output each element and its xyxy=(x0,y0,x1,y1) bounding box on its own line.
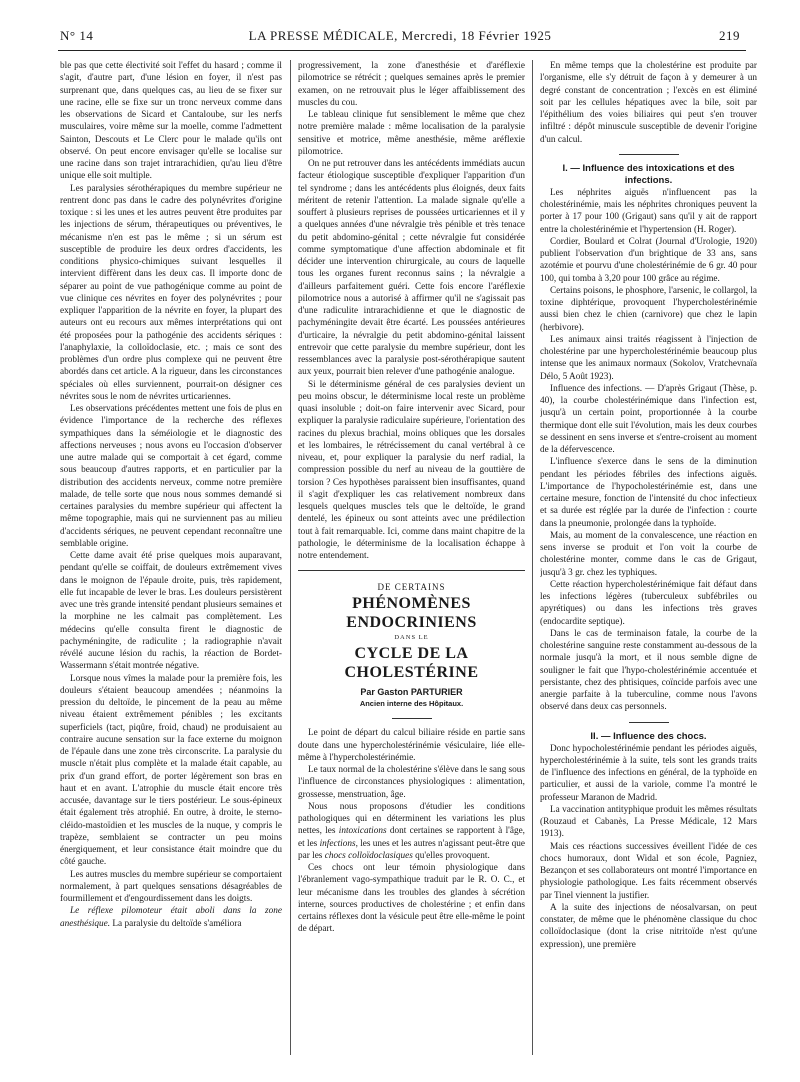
article-pretitle: DE CERTAINS xyxy=(377,582,446,593)
paragraph: La vaccination antityphique produit les mêmes résultats (Rouzaud et Cabanès, La Presse Médicale, 12 Mars 1913). xyxy=(540,804,757,840)
paragraph: Mais, au moment de la convalescence, une réaction en sens inverse se produit et l'on voit la courbe de cholestérine monter, comme dans le cas de Grigaut, jusqu'à 3 gr. chez les typhiques. xyxy=(540,530,757,578)
short-rule xyxy=(629,722,669,723)
paragraph: Le point de départ du calcul biliaire réside en partie sans doute dans une hypercholestérinémie vésiculaire, liée elle-même à l'hypercholestérinémie. xyxy=(298,728,525,763)
text-run: Nous nous proposons d'étudier les conditions pathologiques qui en déterminent les variations les plus nettes, les xyxy=(298,801,525,837)
issue-number: N° 14 xyxy=(60,28,94,43)
italic-text: Le réflexe pilomoteur était aboli dans la zone anesthésique. xyxy=(60,906,282,929)
article-title-line1: PHÉNOMÈNES ENDOCRINIENS xyxy=(346,594,477,631)
page-number: 219 xyxy=(719,28,740,43)
column-2 xyxy=(298,60,525,1060)
paragraph xyxy=(60,905,282,930)
paragraph: Donc hypocholestérinémie pendant les périodes aiguës, hypercholestérinémie à la suite, tels sont les grands traits de l'influence des infections en général, de la typhoïde en particulier, et aussi de la variole, comme l'a montré le professeur Maranon de Madrid. xyxy=(540,743,757,803)
paragraph: Ces chocs ont leur témoin physiologique dans l'ébranlement vago-sympathique traduit par le R. O. C., et leur mécanisme dans les troubles des glandes à sécrétion interne, sources productives de cholestérine ; et enfin dans certains réflexes dont la vésicule peut être elle-même le point de départ. xyxy=(298,863,525,935)
paragraph: Les néphrites aiguës n'influencent pas la cholestérinémie, mais les néphrites chroniques peuvent la porter à 17 pour 100 (Grigaut) sans qu'il y ait de rapport entre la cholestérinémie et l'hypertension (H. Roger). xyxy=(540,187,757,235)
paragraph: Cette dame avait été prise quelques mois auparavant, pendant qu'elle se coiffait, de douleurs extrêmement vives dans le moignon de l'épaule droite, puis, très rapidement, elle fut incapable de lever le bras. Les douleurs persistèrent avec une très grande intensité pendant plusieurs semaines et la morphine ne les calmait pas complètement. Les médecins qu'elle consulta firent le diagnostic de pachyméningite, de radiculite ; la radiographie n'avait révélé aucune lésion du rachis, la réaction de Bordet-Wassermann s'était montrée négative. xyxy=(60,551,282,672)
column-divider xyxy=(290,60,291,1055)
paragraph: Les animaux ainsi traités réagissent à l'injection de cholestérine par une hypercholestérinémie beaucoup plus intense que les animaux normaux (Sokolov, Vratchevnaïa Délo, 5 Août 1923). xyxy=(540,334,757,382)
paragraph: Cordier, Boulard et Colrat (Journal d'Urologie, 1920) publient l'observation d'un brightique de 33 ans, sans azotémie et pourvu d'une cholestérinémie de 6 gr. 40 pour 100, qui tomba à 3,20 pour 100 grâce au régime. xyxy=(540,236,757,284)
paragraph: Le taux normal de la cholestérine s'élève dans le sang sous l'influence de circonstances physiologiques : alimentation, grossesse, menstruation, âge. xyxy=(298,765,525,800)
paragraph: Certains poisons, le phosphore, l'arsenic, le collargol, la toxine diphtérique, provoquent l'hypercholestérinémie aussi bien chez le chien (carnivore) que chez le lapin (herbivore). xyxy=(540,285,757,333)
paragraph: A la suite des injections de néosalvarsan, on peut constater, de même que le phénomène classique du choc colloïdoclasique (dont la crise nitritoïde n'est qu'une expression), une première xyxy=(540,902,757,950)
paragraph: Les observations précédentes mettent une fois de plus en évidence l'importance de la recherche des réflexes sympathiques dans la séméiologie et le diagnostic des affections nerveuses ; nous avons eu l'occasion d'observer une autre malade qui se comportait à cet égard, comme sous beaucoup d'autres rapports, et en particulier par la distribution des accidents nerveux, comme notre première malade, de telle sorte que nous nous sommes demandé si certaines paralysies du membre supérieur qui affectent la même topographie, mais qui ne surviennent pas au milieu d'accidents sériques, ne peuvent cependant reconnaître une semblable origine. xyxy=(60,404,282,549)
paragraph: L'influence s'exerce dans le sens de la diminution pendant les périodes fébriles des infections aiguës. L'importance de l'hypocholestérinémie est, dans une certaine mesure, fonction de l'intensité du choc infectieux et sa durée est réglée par la durée de l'infection : courte dans la pneumonie, prolongée dans la typhoïde. xyxy=(540,457,757,529)
paragraph xyxy=(298,801,525,862)
italic-text: chocs colloïdoclasiques xyxy=(324,850,413,861)
paragraph: Mais ces réactions successives éveillent l'idée de ces chocs humoraux, dont Widal et son école, Pagniez, Bezançon et ses collaborateurs ont montré l'importance en physiologie pathologique. Les faits récemment observés par Tinel viennent la justifier. xyxy=(540,841,757,901)
paragraph: ble pas que cette électivité soit l'effet du hasard ; comme il s'agit, d'autre part, d'une lésion en foyer, il n'est pas surprenant que, dans quelques cas, au lieu de se fixer sur une racine, elle se fixe sur un tronc nerveux comme dans les observations de Sicard et Cantaloube, sur les nerfs musculaires, voire même sur la moelle, comme l'admettent Sainton, Descouts et Le Clerc pour le malade qu'ils ont observé. On peut encore envisager qu'elle se localise sur une racine dans son trajet intrarachidien, qu'au lieu d'être unique elle soit multiple. xyxy=(60,61,282,182)
header-rule xyxy=(58,50,746,51)
column-1 xyxy=(60,60,282,1060)
article-rule xyxy=(298,570,525,571)
paragraph: Cette réaction hypercholestérinémique fait défaut dans les infections légères (tuberculeux subfébriles ou apyrétiques) ou dans les infections très graves (endocardite septique). xyxy=(540,579,757,627)
article-title-line2: CYCLE DE LA CHOLESTÉRINE xyxy=(344,644,479,681)
paragraph: progressivement, la zone d'anesthésie et d'aréflexie pilomotrice se rétrécit ; quelques semaines après le premier examen, on ne retrouvait plus le léger affaiblissement des muscles du cou. xyxy=(298,61,525,108)
italic-text: infections xyxy=(319,838,356,849)
paragraph: Les paralysies sérothérapiques du membre supérieur ne rentrent donc pas dans le cadre des polynévrites d'origine toxique : si les unes et les autres peuvent être produites par les injections de sérum, thérapeutiques ou préventives, le mécanisme n'en est pas le même ; si un sérum est susceptible de produire les deux ordres d'accidents, les conditions physico-chimiques suivant lesquelles il intervient diffèrent dans les deux cas. Il importe donc de séparer au point de vue pathogénique comme au point de vue clinique ces névrites en foyer des polynévrites ; pour expliquer l'apparition de la névrite en foyer, la plupart des auteurs ont eu recours aux mêmes interprétations qui ont été proposées pour la pathogénie des accidents sériques : l'anaphylaxie, la colloïdoclasie, etc. ; mais ce sont des problèmes d'un ordre plus complexe qui ne peuvent être abordés dans cet article. A la rigueur, dans les circonstances spéciales où elles surviennent, pourrait-on désigner ces névrites sous le nom de névrites urticariennes. xyxy=(60,183,282,402)
paragraph: Le tableau clinique fut sensiblement le même que chez notre première malade : même localisation de la paralysie sensitive et motrice, même anesthésie, même aréflexie pilomotrice. xyxy=(298,110,525,157)
text-run: qu'elles provoquent. xyxy=(412,850,490,861)
paragraph: Les autres muscles du membre supérieur se comportaient normalement, à part quelques sensations désagréables de fourmillement et d'engourdissement dans les doigts. xyxy=(60,869,282,904)
text-run: dont certaines se rapportent à l'âge, et les xyxy=(298,826,525,849)
article-author: Par Gaston PARTURIER xyxy=(360,686,463,697)
short-rule xyxy=(392,718,432,719)
paragraph: Dans le cas de terminaison fatale, la courbe de la cholestérine sanguine reste constamment au-dessous de la normale jusqu'à la mort, et il nous semble digne de souligner le fait que l'hypo-cholestérinémie accentuée et persistante, chez des phtisiques, coïncide parfois avec une anergie parfaite à la tuberculine, comme nous l'avons observé dans deux cas personnels. xyxy=(540,628,757,713)
section-heading: I. — Influence des intoxications et des infections. xyxy=(562,162,735,186)
paragraph: Lorsque nous vîmes la malade pour la première fois, les douleurs s'étaient beaucoup amendées ; néanmoins la pression du deltoïde, le pincement de la peau au même niveau étaient extrêmement pénibles ; les excitants superficiels (tact, piqûre, froid, chaud) ne produisaient au contraire aucune sensation sur la face externe du moignon de l'épaule dans une zone très circonscrite. La paralysie du muscle n'était plus complète et la malade était capable, au prix d'un grand effort, de porter légèrement son bras en haut et en avant. L'atrophie du muscle était encore très accusée, davantage sur le tiers postérieur. Le sous-épineux était également très atrophié. En outre, à droite, le sterno-cléido-mastoïdien et les muscles de la nuque, y compris le trapèze, semblaient se contracter un peu moins énergiquement, et leur consistance était moindre que du côté gauche. xyxy=(60,673,282,868)
column-divider xyxy=(532,60,533,1055)
short-rule xyxy=(619,154,679,155)
page-header xyxy=(50,28,750,50)
paragraph: On ne put retrouver dans les antécédents immédiats aucun facteur étiologique susceptible d'expliquer l'apparition d'un tel syndrome ; dans les antécédents plus éloignés, deux faits méritent de retenir l'attention. La malade signale qu'elle a souffert à plusieurs reprises de poussées urticariennes et il y a quelques années d'une névralgie très pénible et très tenace du petit abdomino-génital ; cette névralgie fut considérée comme symptomatique d'une affection abdominale et fit décider une intervention chirurgicale, au cours de laquelle tous les organes furent reconnus sains ; la névralgie a d'ailleurs parfaitement guéri. Cette fois encore l'aréflexie pilomotrice nous a autorisé à affirmer qu'il ne s'agissait pas d'une radiculite intrarachidienne et que le diagnostic de pachyméningite devait être écarté. Les poussées antérieures d'urticaire, la névralgie du petit abdomino-génital laissent entrevoir que cette paralysie du membre supérieur, dont les ressemblances avec la paralysie post-sérothérapique sautent aux yeux, pourrait bien relever d'une pathogénie analogue. xyxy=(298,159,525,378)
paragraph-text: La paralysie du deltoïde s'améliora xyxy=(110,918,242,929)
paragraph: Si le déterminisme général de ces paralysies devient un peu moins obscur, le déterminisme local reste un problème quasi insoluble ; doit-on faire intervenir avec Sicard, pour expliquer la paralysie radiculaire supérieure, l'orientation des racines du plexus brachial, moins obliques que les dorsales et les lombaires, le rétrécissement du canal vertébral à ce niveau, et, pour expliquer la paralysie du nerf radial, la compression possible du nerf au niveau de la gouttière de torsion ? Ces hypothèses paraissent bien insuffisantes, quand il s'agit d'expliquer les cas relativement nombreux dans lesquels quelques muscles tels que le deltoïde, le grand dentelé, les épineux ou sont atteints avec une prédilection tout à fait remarquable. Ici, comme dans maint chapitre de la pathologie, le déterminisme de la localisation échappe à notre entendement. xyxy=(298,379,525,561)
article-heading xyxy=(298,581,525,710)
text-run: , les unes et les autres n'agissant peut-être que par les xyxy=(298,838,525,861)
column-3 xyxy=(540,60,757,1060)
section-heading: II. — Influence des chocs. xyxy=(590,730,707,742)
author-affiliation: Ancien interne des Hôpitaux. xyxy=(359,699,464,708)
paragraph: Influence des infections. — D'après Grigaut (Thèse, p. 40), la courbe cholestérinémique dans l'infection est, jusqu'à un certain point, proportionnée à la courbe thermique dont elle suit l'évolution, mais les deux courbes se dessinent en sens inverse et s'entre-croisent au moment de la défervescence. xyxy=(540,383,757,455)
article-connector: DANS LE xyxy=(394,633,429,641)
paragraph: En même temps que la cholestérine est produite par l'organisme, elle s'y détruit de façon à y demeurer à un degré constant de concentration ; l'excès en est éliminé soit par les cellules hépatiques avec la bile, soit par l'épithélium des voies biliaires qui peut s'en trouver infiltré : dépôt minuscule susceptible de devenir l'origine d'un calcul. xyxy=(540,61,757,145)
journal-title: LA PRESSE MÉDICALE, Mercredi, 18 Février 1925 xyxy=(248,28,552,43)
italic-text: intoxications xyxy=(338,826,387,837)
